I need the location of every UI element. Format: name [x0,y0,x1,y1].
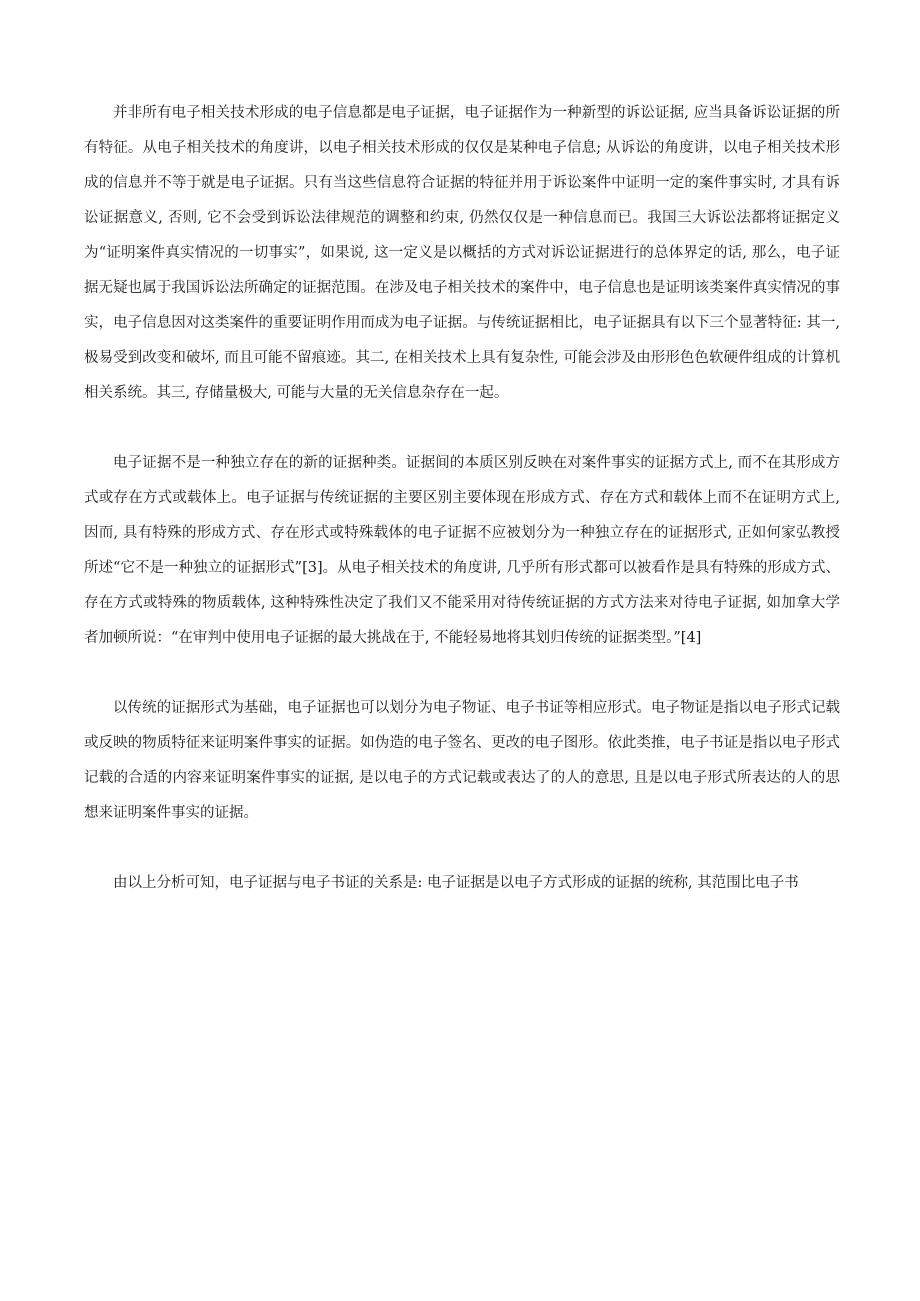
paragraph-1: 并非所有电子相关技术形成的电子信息都是电子证据，电子证据作为一种新型的诉讼证据, 应当具备诉讼证据的所有特征。从电子相关技术的角度讲，以电子相关技术形成的仅仅是某种电子信息; 从诉讼的角度讲，以电子相关技术形成的信息并不等于就是电子证据。只有当这些信息符合证据的特征并用于诉讼案件中证明一定的案件事实时, 才具有诉讼证据意义, 否则, 它不会受到诉讼法律规范的调整和约束, 仍然仅仅是一种信息而已。我国三大诉讼法都将证据定义为“证明案件真实情况的一切事实”，如果说, 这一定义是以概括的方式对诉讼证据进行的总体界定的话, 那么，电子证据无疑也属于我国诉讼法所确定的证据范围。在涉及电子相关技术的案件中，电子信息也是证明该类案件真实情况的事实，电子信息因对这类案件的重要证明作用而成为电子证据。与传统证据相比，电子证据具有以下三个显著特征: 其一, 极易受到改变和破坏, 而且可能不留痕迹。其二, 在相关技术上具有复杂性, 可能会涉及由形形色色软硬件组成的计算机相关系统。其三, 存储量极大, 可能与大量的无关信息杂存在一起。 [84,105,840,401]
paragraph-2: 电子证据不是一种独立存在的新的证据种类。证据间的本质区别反映在对案件事实的证据方式上, 而不在其形成方式或存在方式或载体上。电子证据与传统证据的主要区别主要体现在形成方式、存在方式和载体上而不在证明方式上, 因而, 具有特殊的形成方式、存在形式或特殊载体的电子证据不应被划分为一种独立存在的证据形式, 正如何家弘教授所述“它不是一种独立的证据形式”[3]。从电子相关技术的角度讲, 几乎所有形式都可以被看作是具有特殊的形成方式、存在方式或特殊的物质载体, 这种特殊性决定了我们又不能采用对待传统证据的方式方法来对待电子证据, 如加拿大学者加顿所说：“在审判中使用电子证据的最大挑战在于, 不能轻易地将其划归传统的证据类型。”[4] [84,455,840,646]
document-page [84,96,840,901]
paragraph-3: 以传统的证据形式为基础，电子证据也可以划分为电子物证、电子书证等相应形式。电子物证是指以电子形式记载或反映的物质特征来证明案件事实的证据。如伪造的电子签名、更改的电子图形。依此类推，电子书证是指以电子形式记载的合适的内容来证明案件事实的证据, 是以电子的方式记载或表达了的人的意思, 且是以电子形式所表达的人的思想来证明案件事实的证据。 [84,700,840,821]
paragraph-4: 由以上分析可知，电子证据与电子书证的关系是: 电子证据是以电子方式形成的证据的统称, 其范围比电子书 [113,875,799,891]
